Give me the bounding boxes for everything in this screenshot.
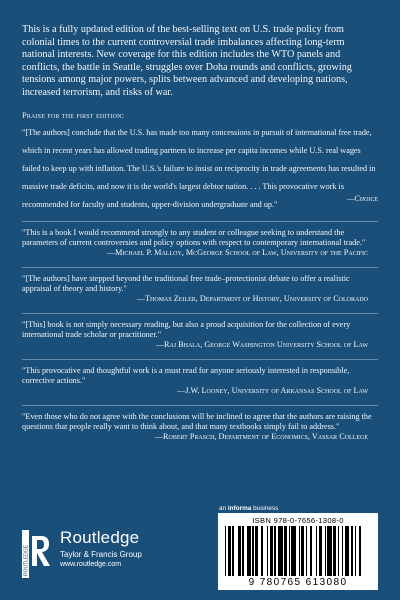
- praise-heading: Praise for the first edition:: [22, 110, 125, 120]
- blurb-attribution: —Thomas Zeiler, Department of History, University of Colorado: [136, 293, 368, 303]
- blurb-attribution: —J.W. Looney, University of Arkansas School of Law: [177, 385, 368, 395]
- publisher-url: www.routledge.com: [60, 561, 122, 568]
- informa-suffix: business: [251, 505, 279, 512]
- divider: [22, 267, 378, 268]
- intro-paragraph: This is a fully updated edition of the best-selling text on U.S. trade policy from colonial times to the current controversial trade imbalances affecting long-term national interests. New coverage for this edition includes the WTO panels and conflicts, the battle in Seattle, struggles over Doha rounds and conflicts, growing tensions among major powers, splits between advanced and developing nations, increased terrorism, and risks of war.: [22, 24, 352, 98]
- blurb-quote: "[The authors] conclude that the U.S. has made too many concessions in pursuit of international free trade, which in recent years has allowed trading partners to increase per capita incomes while U.S. real wages failed to keep up with inflation. The U.S.'s failure to insist on reciprocity in trade agreements has resulted in massive trade deficits, and now it is the world's largest debtor nation. . . . This provocative work is recommended for faculty and students, upper-division undergraduate and up.": [22, 127, 376, 209]
- blurb-quote: "This is a book I would recommend strongly to any student or colleague seeking to understand the parameters of current controversies and policy options with respect to contemporary international trade.": [22, 227, 366, 247]
- divider: [22, 359, 378, 360]
- divider: [22, 405, 378, 406]
- blurb-attribution: —Robert Prasch, Department of Economics, Vassar College: [154, 431, 368, 441]
- publisher-group: Taylor & Francis Group: [60, 550, 142, 559]
- blurb-looney: [22, 366, 378, 396]
- routledge-logo-icon: [22, 530, 52, 578]
- blurb-quote: "[This] book is not simply necessary reading, but also a proud acquisition for the collection of every international trade scholar or practitioner.": [22, 319, 351, 339]
- informa-prefix: an: [219, 505, 228, 512]
- barcode-number: 9 780765 613080: [248, 577, 348, 588]
- informa-brand: informa: [227, 505, 252, 512]
- barcode-bars: [225, 526, 373, 576]
- publisher-name: Routledge: [60, 528, 140, 547]
- blurb-malloy: [22, 228, 378, 258]
- isbn-barcode: [218, 513, 378, 590]
- isbn-label: ISBN 978-0-7656-1308-0: [252, 516, 344, 525]
- blurb-quote: "This provocative and thoughtful work is a must read for anyone seriously interested in responsible, corrective actions.": [22, 365, 350, 385]
- informa-tagline: [219, 505, 278, 512]
- blurb-zeiler: [22, 274, 378, 304]
- blurb-attribution: —Choice: [346, 193, 378, 203]
- blurb-prasch: [22, 412, 378, 442]
- blurb-quote: "[The authors] have stepped beyond the traditional free trade–protectionist debate to offer a realistic appraisal of theory and history.": [22, 273, 350, 293]
- blurb-bhala: [22, 320, 378, 350]
- blurb-quote: "Even those who do not agree with the conclusions will be inclined to agree that the authors are raising the questions that people really want to think about, and that many textbooks simply fail to address.": [22, 411, 372, 431]
- blurb-choice: [22, 122, 378, 212]
- blurb-attribution: —Raj Bhala, George Washington University School of Law: [155, 339, 368, 349]
- publisher-logo: [22, 528, 212, 588]
- divider: [22, 313, 378, 314]
- blurb-attribution: —Michael P. Malloy, McGeorge School of Law, University of the Pacific: [106, 247, 368, 257]
- divider: [22, 221, 378, 222]
- logo-mark-text: ROUTLEDGE: [23, 544, 30, 576]
- barcode-bar: [359, 526, 360, 576]
